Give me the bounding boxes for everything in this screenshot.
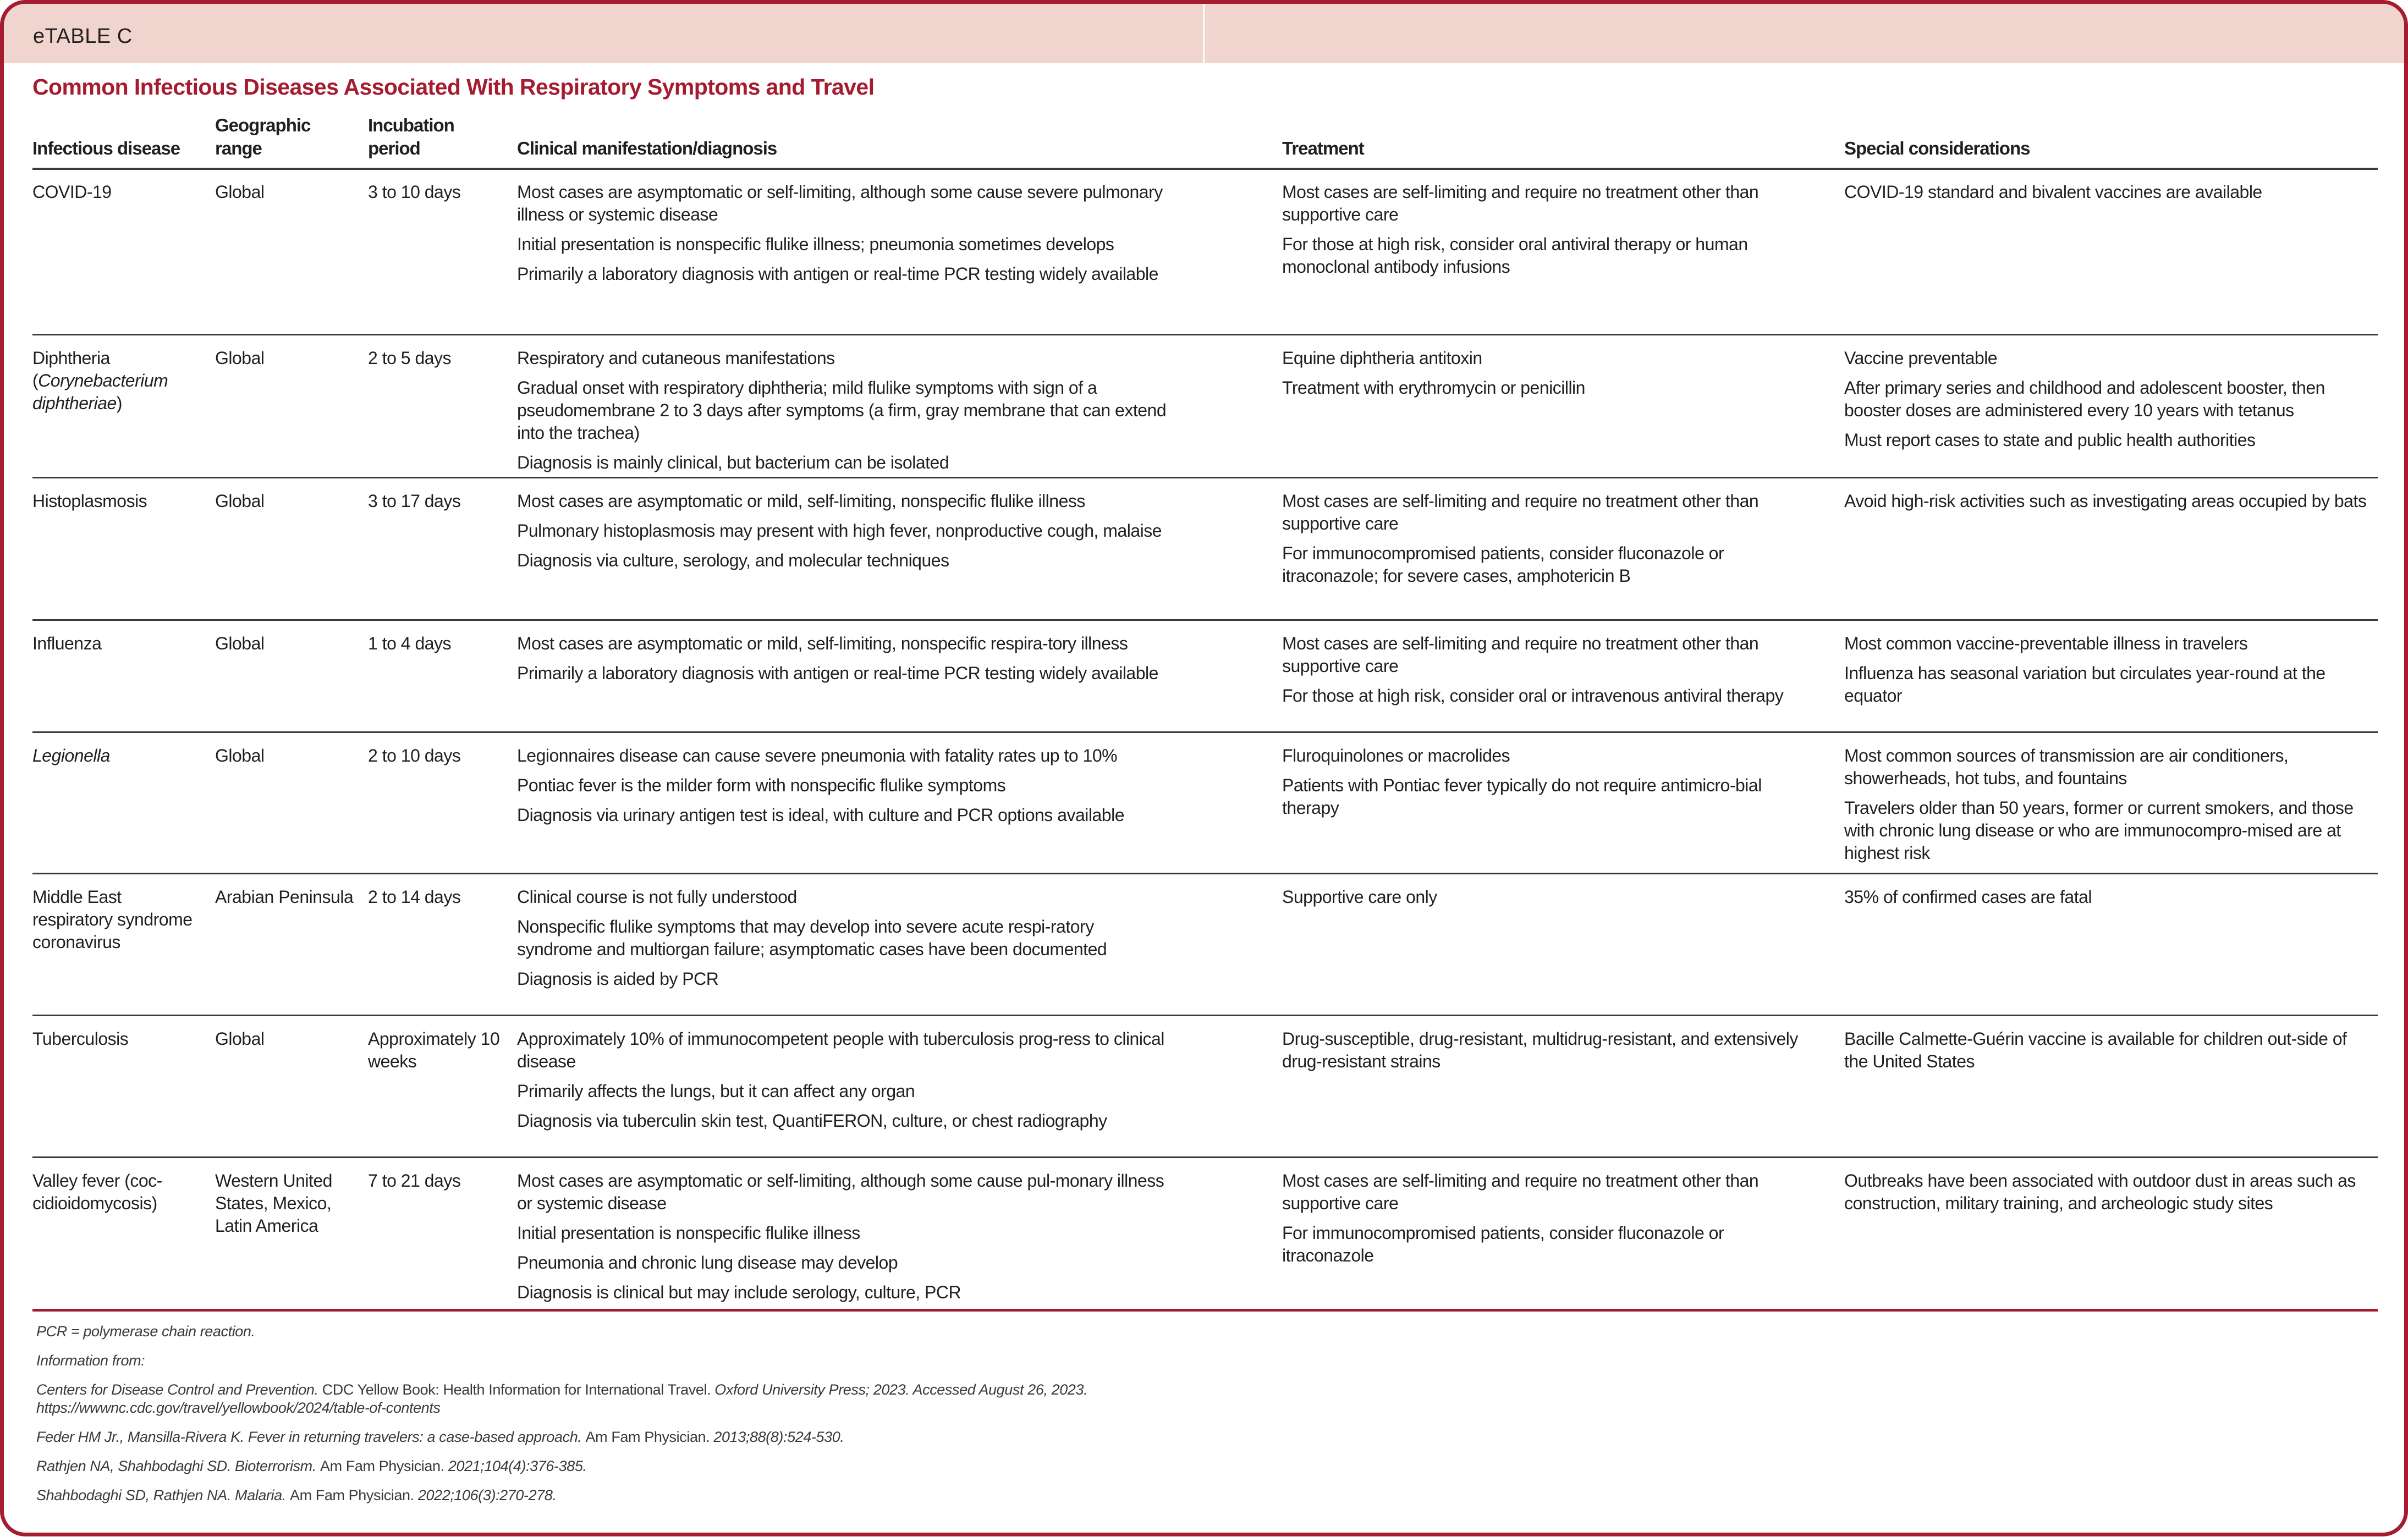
cell-disease (32, 1170, 197, 1215)
reference-details: 2021;104(4):376-385. (444, 1458, 587, 1474)
table-title: Common Infectious Diseases Associated With Respiratory Symptoms and Travel (32, 74, 875, 100)
cell-disease (32, 745, 197, 767)
cell-incubation-period: 3 to 17 days (368, 491, 461, 511)
row-divider (32, 873, 2378, 874)
disease-organism: Corynebacterium diphtheriae (32, 371, 168, 413)
table-header (32, 108, 2378, 168)
column-header-special: Special considerations (1844, 138, 2030, 158)
clinical-item: Diagnosis via urinary antigen test is ideal, with culture and PCR options available (517, 805, 1124, 825)
clinical-item: Primarily a laboratory diagnosis with antigen or real-time PCR testing widely available (517, 264, 1158, 284)
cell-incubation-period: 2 to 10 days (368, 746, 461, 765)
disease-name: Middle East respiratory syndrome coronavirus (32, 887, 193, 952)
cell-treatment (1282, 347, 1810, 406)
treatment-item: Most cases are self-limiting and require no treatment other than supportive care (1282, 1171, 1759, 1213)
clinical-item: Diagnosis via tuberculin skin test, QuantiFERON, culture, or chest radiography (517, 1111, 1107, 1131)
cell-clinical (517, 745, 1172, 834)
row-divider (32, 334, 2378, 335)
cell-treatment (1282, 181, 1810, 285)
cell-treatment (1282, 745, 1810, 827)
reference-authors: Rathjen NA, Shahbodaghi SD. Bioterrorism. (36, 1458, 320, 1474)
consideration-item: Most common vaccine-preventable illness in travelers (1844, 633, 2248, 653)
consideration-item: Vaccine preventable (1844, 348, 1998, 368)
cell-special-considerations (1844, 181, 2372, 211)
cell-disease (32, 632, 197, 655)
clinical-item: Pulmonary histoplasmosis may present with high fever, nonproductive cough, malaise (517, 521, 1162, 541)
header-rule (32, 168, 2378, 170)
treatment-item: Most cases are self-limiting and require no treatment other than supportive care (1282, 491, 1759, 533)
clinical-item: Primarily affects the lungs, but it can affect any organ (517, 1081, 915, 1101)
cell-special-considerations (1844, 490, 2372, 520)
cell-clinical (517, 886, 1172, 998)
cell-geographic-range: Global (215, 633, 265, 653)
treatment-item: For immunocompromised patients, consider fluconazole or itraconazole (1282, 1223, 1724, 1265)
reference-authors: Feder HM Jr., Mansilla-Rivera K. Fever in returning travelers: a case-based approach. (36, 1429, 586, 1445)
cell-special-considerations (1844, 1170, 2372, 1222)
consideration-item: Most common sources of transmission are air conditioners, showerheads, hot tubs, and fountains (1844, 746, 2289, 788)
cell-clinical (517, 1028, 1172, 1139)
consideration-item: Avoid high-risk activities such as investigating areas occupied by bats (1844, 491, 2367, 511)
treatment-item: Drug-susceptible, drug-resistant, multidrug-resistant, and extensively drug-resistant strains (1282, 1029, 1798, 1071)
footnote-source-intro: Information from: (36, 1352, 145, 1369)
treatment-item: Supportive care only (1282, 887, 1437, 907)
treatment-item: Most cases are self-limiting and require no treatment other than supportive care (1282, 633, 1759, 676)
treatment-item: Fluroquinolones or macrolides (1282, 746, 1510, 765)
disease-name: Influenza (32, 633, 102, 653)
clinical-item: Clinical course is not fully understood (517, 887, 797, 907)
treatment-item: For those at high risk, consider oral or intravenous antiviral therapy (1282, 686, 1784, 706)
clinical-item: Legionnaires disease can cause severe pneumonia with fatality rates up to 10% (517, 746, 1118, 765)
cell-geographic-range: Global (215, 182, 265, 202)
clinical-item: Primarily a laboratory diagnosis with antigen or real-time PCR testing widely available (517, 663, 1158, 683)
cell-disease (32, 181, 197, 203)
cell-geographic-range: Arabian Peninsula (215, 887, 354, 907)
column-header-clinical: Clinical manifestation/diagnosis (517, 138, 777, 158)
cell-incubation-period: 3 to 10 days (368, 182, 461, 202)
consideration-item: After primary series and childhood and adolescent booster, then booster doses are administered every 10 years with tetanus (1844, 378, 2325, 420)
cell-special-considerations (1844, 1028, 2372, 1080)
footnote-abbreviation: PCR = polymerase chain reaction. (36, 1323, 255, 1340)
cell-treatment (1282, 490, 1810, 594)
clinical-item: Most cases are asymptomatic or mild, self-limiting, nonspecific respira-tory illness (517, 633, 1128, 653)
cell-geographic-range: Western United States, Mexico, Latin America (215, 1171, 332, 1236)
consideration-item: Outbreaks have been associated with outdoor dust in areas such as construction, military training, and archeologic study sites (1844, 1171, 2356, 1213)
cell-treatment (1282, 632, 1810, 714)
cell-treatment (1282, 1170, 1810, 1274)
cell-disease (32, 1028, 197, 1050)
clinical-item: Nonspecific flulike symptoms that may develop into severe acute respi-ratory syndrome and multiorgan failure; asymptomatic cases have been documented (517, 917, 1107, 959)
cell-clinical (517, 181, 1172, 293)
footnotes (36, 1323, 1191, 1516)
cell-geographic-range: Global (215, 348, 265, 368)
cell-incubation-period: 2 to 14 days (368, 887, 461, 907)
clinical-item: Diagnosis via culture, serology, and molecular techniques (517, 550, 949, 570)
row-divider (32, 731, 2378, 733)
disease-name: Valley fever (coc-cidioidomycosis) (32, 1171, 162, 1213)
clinical-item: Pneumonia and chronic lung disease may develop (517, 1253, 898, 1272)
cell-geographic-range: Global (215, 1029, 265, 1049)
disease-suffix: ) (116, 393, 122, 413)
treatment-item: Patients with Pontiac fever typically do not require antimicro-bial therapy (1282, 775, 1762, 818)
consideration-item: Bacille Calmette-Guérin vaccine is available for children out-side of the United States (1844, 1029, 2347, 1071)
etable-label: eTABLE C (33, 25, 133, 48)
reference-source: Am Fam Physician. (320, 1458, 444, 1474)
clinical-item: Most cases are asymptomatic or mild, self-limiting, nonspecific flulike illness (517, 491, 1085, 511)
clinical-item: Respiratory and cutaneous manifestations (517, 348, 835, 368)
clinical-item: Pontiac fever is the milder form with nonspecific flulike symptoms (517, 775, 1006, 795)
treatment-item: Most cases are self-limiting and require no treatment other than supportive care (1282, 182, 1759, 224)
consideration-item: COVID-19 standard and bivalent vaccines are available (1844, 182, 2262, 202)
reference-details: 2013;88(8):524-530. (710, 1429, 844, 1445)
table-bottom-rule (32, 1309, 2378, 1312)
disease-name: Histoplasmosis (32, 491, 147, 511)
column-header-range: Geographic range (215, 115, 311, 158)
cell-special-considerations (1844, 632, 2372, 714)
reference-item (36, 1381, 1191, 1417)
reference-authors: Centers for Disease Control and Prevention. (36, 1381, 322, 1398)
cell-incubation-period: 2 to 5 days (368, 348, 452, 368)
cell-clinical (517, 347, 1172, 481)
consideration-item: Travelers older than 50 years, former or current smokers, and those with chronic lung disease or who are immunocompro-mised are at highest risk (1844, 798, 2354, 863)
clinical-item: Diagnosis is aided by PCR (517, 969, 719, 989)
reference-list (36, 1381, 1191, 1505)
consideration-item: Must report cases to state and public health authorities (1844, 430, 2256, 450)
clinical-item: Initial presentation is nonspecific flulike illness; pneumonia sometimes develops (517, 234, 1114, 254)
cell-treatment (1282, 1028, 1810, 1080)
disease-name: Diphtheria ( (32, 348, 110, 390)
column-header-disease: Infectious disease (32, 138, 180, 158)
cell-disease (32, 347, 197, 415)
reference-authors: Shahbodaghi SD, Rathjen NA. Malaria. (36, 1487, 290, 1503)
reference-details: 2022;106(3):270-278. (414, 1487, 557, 1503)
disease-organism: Legionella (32, 746, 110, 765)
row-divider (32, 619, 2378, 621)
reference-source: CDC Yellow Book: Health Information for International Travel. (322, 1381, 711, 1398)
cell-geographic-range: Global (215, 491, 265, 511)
clinical-item: Approximately 10% of immunocompetent people with tuberculosis prog-ress to clinical disease (517, 1029, 1164, 1071)
disease-name: Tuberculosis (32, 1029, 129, 1049)
row-divider (32, 1015, 2378, 1016)
cell-disease (32, 490, 197, 513)
clinical-item: Diagnosis is mainly clinical, but bacterium can be isolated (517, 453, 949, 472)
cell-geographic-range: Global (215, 746, 265, 765)
reference-item (36, 1428, 1191, 1446)
treatment-item: For immunocompromised patients, consider fluconazole or itraconazole; for severe cases, amphotericin B (1282, 543, 1724, 586)
row-divider (32, 477, 2378, 478)
clinical-item: Most cases are asymptomatic or self-limiting, although some cause pul-monary illness or systemic disease (517, 1171, 1164, 1213)
row-divider (32, 1156, 2378, 1158)
cell-special-considerations (1844, 347, 2372, 459)
reference-details: Oxford University Press; 2023. Accessed August 26, 2023. https://wwwnc.cdc.gov/travel/yellowbook/2024/table-of-contents (36, 1381, 1088, 1416)
treatment-item: Equine diphtheria antitoxin (1282, 348, 1482, 368)
cell-clinical (517, 1170, 1172, 1311)
cell-disease (32, 886, 197, 954)
cell-treatment (1282, 886, 1810, 916)
clinical-item: Gradual onset with respiratory diphtheria; mild flulike symptoms with sign of a pseudomembrane 2 to 3 days after symptoms (a firm, gray membrane that can extend into the trachea) (517, 378, 1167, 443)
clinical-item: Diagnosis is clinical but may include serology, culture, PCR (517, 1282, 961, 1302)
cell-special-considerations (1844, 745, 2372, 872)
column-header-treatment: Treatment (1282, 138, 1364, 158)
cell-clinical (517, 490, 1172, 579)
cell-special-considerations (1844, 886, 2372, 916)
cell-incubation-period: Approximately 10 weeks (368, 1029, 500, 1071)
disease-name: COVID-19 (32, 182, 112, 202)
reference-source: Am Fam Physician. (289, 1487, 414, 1503)
clinical-item: Initial presentation is nonspecific flulike illness (517, 1223, 860, 1243)
consideration-item: 35% of confirmed cases are fatal (1844, 887, 2092, 907)
treatment-item: Treatment with erythromycin or penicillin (1282, 378, 1585, 398)
clinical-item: Most cases are asymptomatic or self-limiting, although some cause severe pulmonary illness or systemic disease (517, 182, 1163, 224)
consideration-item: Influenza has seasonal variation but circulates year-round at the equator (1844, 663, 2325, 706)
treatment-item: For those at high risk, consider oral antiviral therapy or human monoclonal antibody infusions (1282, 234, 1748, 277)
reference-item (36, 1486, 1191, 1505)
reference-item (36, 1457, 1191, 1475)
cell-incubation-period: 7 to 21 days (368, 1171, 461, 1191)
page-seam (1203, 4, 1205, 1533)
cell-clinical (517, 632, 1172, 692)
reference-source: Am Fam Physician. (585, 1429, 710, 1445)
column-header-incubation: Incubation period (368, 115, 454, 158)
cell-incubation-period: 1 to 4 days (368, 633, 452, 653)
